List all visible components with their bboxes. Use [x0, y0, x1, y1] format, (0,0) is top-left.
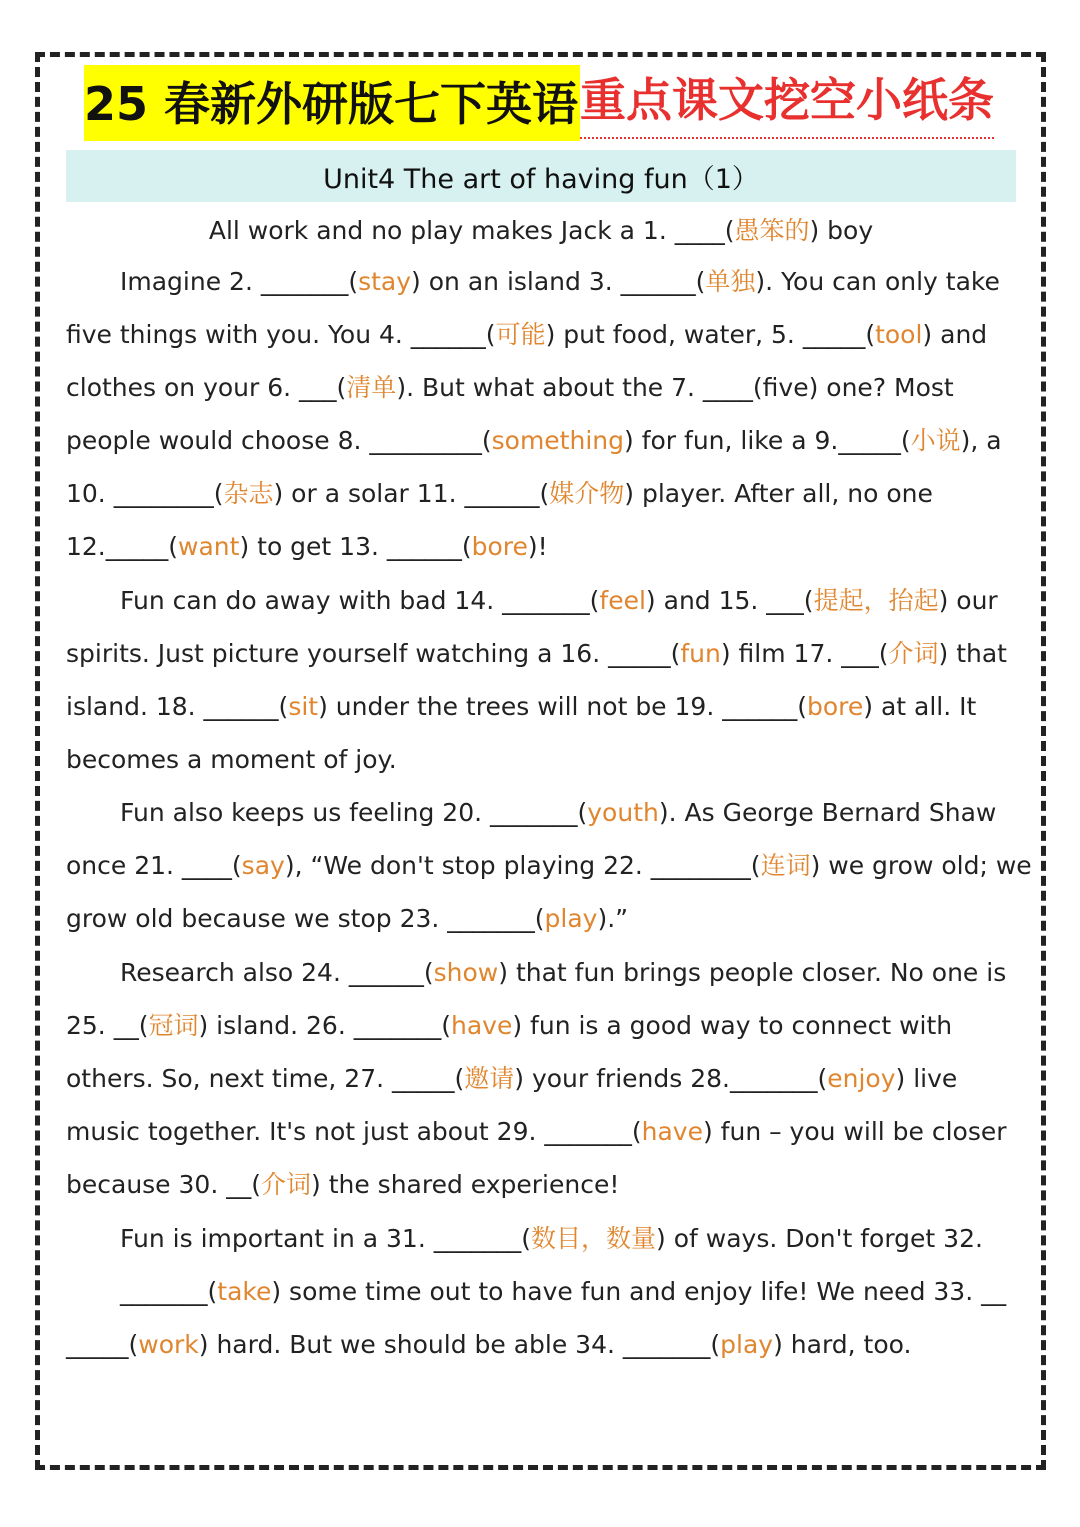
passage-line [66, 371, 1021, 405]
line-text: ) on an island 3. ______( [411, 267, 706, 296]
line-text: ) the shared experience! [311, 1170, 620, 1199]
hint-word: youth [587, 798, 659, 827]
hint-word: work [138, 1330, 199, 1359]
passage-line [66, 849, 1032, 883]
line-text: island. 18. ______( [66, 692, 289, 721]
hint-word: feel [599, 586, 646, 615]
line-text: ) of ways. Don't forget 32. [656, 1224, 983, 1253]
line-text: 10. ________( [66, 479, 224, 508]
line-text: Imagine 2. _______( [120, 267, 359, 296]
line-text: ) under the trees will not be 19. ______( [318, 692, 807, 721]
line-text: ) that [938, 639, 1007, 668]
hint-word: want [178, 532, 240, 561]
hint-word: have [641, 1117, 703, 1146]
passage-line [66, 956, 1075, 990]
line-text: ).” [597, 904, 629, 933]
hint-word: 可能 [495, 320, 546, 349]
line-text: ) fun – you will be closer [702, 1117, 1007, 1146]
line-text: ) boy [809, 216, 874, 245]
passage-line [66, 1275, 1075, 1309]
line-text: music together. It's not just about 29. _______( [66, 1117, 642, 1146]
hint-word: 介词 [260, 1170, 311, 1199]
line-text: becomes a moment of joy. [66, 745, 397, 774]
hint-word: show [433, 958, 499, 987]
line-text: ) put food, water, 5. _____( [545, 320, 876, 349]
line-text: ) we grow old; we [810, 851, 1032, 880]
hint-word: enjoy [827, 1064, 896, 1093]
line-text: ) that fun brings people closer. No one is [498, 958, 1007, 987]
hint-word: 媒介物 [549, 479, 625, 508]
passage-line [66, 1062, 1021, 1096]
hint-word: take [217, 1277, 272, 1306]
passage-line [66, 214, 1016, 248]
line-text: ) hard, too. [773, 1330, 912, 1359]
line-text: ) at all. It [863, 692, 977, 721]
line-text: _____( [66, 1330, 139, 1359]
hint-word: 愚笨的 [734, 216, 810, 245]
line-text: ) to get 13. ______( [239, 532, 472, 561]
line-text: )! [527, 532, 548, 561]
hint-word: bore [471, 532, 528, 561]
line-text: ) hard. But we should be able 34. _______( [198, 1330, 721, 1359]
hint-word: 小说 [910, 426, 961, 455]
passage-line [66, 1009, 1021, 1043]
title-highlighted: 25 春新外研版七下英语 [84, 65, 580, 141]
line-text: spirits. Just picture yourself watching a 16. _____( [66, 639, 681, 668]
hint-word: 邀请 [464, 1064, 515, 1093]
line-text: 12._____( [66, 532, 179, 561]
hint-word: bore [806, 692, 864, 721]
passage-line [66, 318, 1021, 352]
hint-word: something [491, 426, 624, 455]
passage-line [66, 1115, 1021, 1149]
hint-word: 杂志 [223, 479, 274, 508]
hint-word: 清单 [346, 373, 397, 402]
line-text: ) or a solar 11. ______( [273, 479, 550, 508]
hint-word: tool [875, 320, 923, 349]
line-text: ), a [960, 426, 1002, 455]
title-red: 重点课文挖空小纸条 [580, 67, 994, 139]
hint-word: play [544, 904, 598, 933]
passage-line [66, 530, 1021, 564]
passage-line [66, 424, 1021, 458]
passage-line [66, 637, 1021, 671]
passage-line [66, 1168, 1021, 1202]
hint-word: 提起，抬起 [813, 586, 939, 615]
hint-word: say [241, 851, 285, 880]
line-text: ) and [922, 320, 988, 349]
line-text: once 21. ____( [66, 851, 242, 880]
line-text: clothes on your 6. ___( [66, 373, 347, 402]
line-text: ). You can only take [755, 267, 1000, 296]
line-text: ) player. After all, no one [624, 479, 933, 508]
passage-line [66, 1328, 1021, 1362]
line-text: because 30. __( [66, 1170, 261, 1199]
line-text: 25. __( [66, 1011, 149, 1040]
line-text: ) film 17. ___( [720, 639, 889, 668]
passage-line [66, 690, 1021, 724]
line-text: ) for fun, like a 9._____( [624, 426, 911, 455]
hint-word: play [720, 1330, 774, 1359]
line-text: ) our [938, 586, 998, 615]
hint-word: 冠词 [148, 1011, 199, 1040]
line-text: ) your friends 28._______( [514, 1064, 828, 1093]
line-text: ) and 15. ___( [645, 586, 814, 615]
passage-line [66, 1222, 1075, 1256]
hint-word: 数目，数量 [531, 1224, 657, 1253]
line-text: ) live [895, 1064, 958, 1093]
line-text: All work and no play makes Jack a 1. ____( [208, 216, 735, 245]
passage-line [66, 265, 1075, 299]
hint-word: have [451, 1011, 513, 1040]
line-text: ), “We don't stop playing 22. ________( [284, 851, 761, 880]
line-text: five things with you. You 4. ______( [66, 320, 496, 349]
hint-word: 单独 [705, 267, 756, 296]
unit-header: Unit4 The art of having fun（1） [66, 150, 1016, 202]
hint-word: 介词 [888, 639, 939, 668]
hint-word: 连词 [760, 851, 811, 880]
line-text: ) some time out to have fun and enjoy life! We need 33. __ [271, 1277, 1007, 1306]
hint-word: fun [680, 639, 721, 668]
line-text: ) fun is a good way to connect with [512, 1011, 953, 1040]
line-text: ) island. 26. _______( [198, 1011, 451, 1040]
hint-word: stay [358, 267, 412, 296]
line-text: ). But what about the 7. ____(five) one? Most [396, 373, 954, 402]
page-title [84, 62, 994, 144]
passage-line [66, 477, 1021, 511]
line-text: ). As George Bernard Shaw [658, 798, 997, 827]
passage-line [66, 584, 1075, 618]
line-text: grow old because we stop 23. _______( [66, 904, 545, 933]
line-text: people would choose 8. _________( [66, 426, 492, 455]
line-text: Fun is important in a 31. _______( [120, 1224, 531, 1253]
line-text: Fun also keeps us feeling 20. _______( [120, 798, 588, 827]
passage-line [66, 902, 1021, 936]
hint-word: sit [288, 692, 319, 721]
line-text: Fun can do away with bad 14. _______( [120, 586, 600, 615]
line-text: Research also 24. ______( [120, 958, 434, 987]
line-text: _______( [120, 1277, 218, 1306]
passage-line [66, 796, 1075, 830]
passage-line [66, 743, 1021, 777]
line-text: others. So, next time, 27. _____( [66, 1064, 465, 1093]
